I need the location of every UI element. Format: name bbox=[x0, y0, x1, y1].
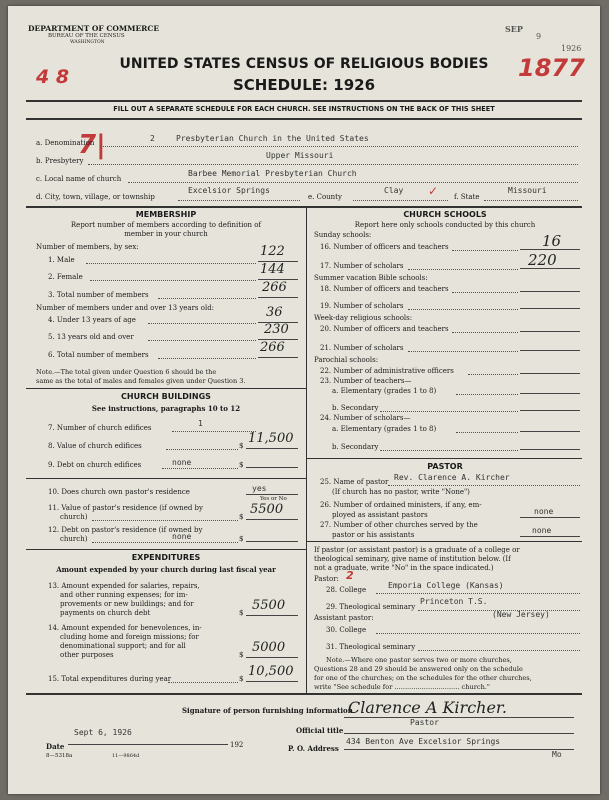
q15-label: 15. Total expenditures during year bbox=[48, 675, 172, 683]
q16-label: 16. Number of officers and teachers bbox=[320, 243, 449, 251]
form-number: 8—5318a bbox=[46, 753, 73, 759]
city-label: d. City, town, village, or township bbox=[36, 193, 155, 201]
bureau-name: BUREAU OF THE CENSUS bbox=[48, 33, 125, 39]
q11-dollar: $ bbox=[239, 513, 244, 521]
pastor-note-2: Questions 28 and 29 should be answered only on the schedule bbox=[314, 665, 523, 673]
q21-label: 21. Number of scholars bbox=[320, 344, 404, 352]
q20-label: 20. Number of officers and teachers bbox=[320, 325, 449, 333]
age-breakdown-label: Number of members under and over 13 years old: bbox=[36, 304, 215, 312]
local-name-value: Barbee Memorial Presbyterian Church bbox=[188, 169, 357, 178]
census-schedule-sheet bbox=[8, 6, 600, 794]
q5-13-over-value: 230 bbox=[264, 322, 289, 337]
q16-value: 16 bbox=[542, 232, 562, 250]
q19-label: 19. Number of scholars bbox=[320, 302, 404, 310]
signature-label: Signature of person furnishing information bbox=[182, 706, 353, 715]
q1-male-label: 1. Male bbox=[48, 256, 75, 264]
instruction-line: FILL OUT A SEPARATE SCHEDULE FOR EACH CHURCH. SEE INSTRUCTIONS ON THE BACK OF THIS SHEET bbox=[113, 105, 495, 113]
official-title-label: Official title bbox=[296, 726, 344, 735]
q6-total-label: 6. Total number of members bbox=[48, 351, 149, 359]
q27-value: none bbox=[532, 526, 552, 535]
q14-line-4: other purposes bbox=[60, 651, 114, 659]
q2-female-value: 144 bbox=[260, 262, 285, 277]
q1-male-value: 122 bbox=[260, 244, 285, 259]
q11-label-1: 11. Value of pastor's residence (if owned by bbox=[48, 504, 203, 512]
denomination-value: Presbyterian Church in the United States bbox=[176, 134, 369, 143]
grad-note-3: not a graduate, write "No" in the space indicated.) bbox=[314, 564, 494, 572]
q13-line-3: provements or new buildings; and for bbox=[60, 600, 194, 608]
q15-dollar: $ bbox=[239, 675, 244, 683]
q3-total-value: 266 bbox=[262, 280, 287, 295]
q29-label: 29. Theological seminary bbox=[326, 603, 416, 611]
q24-label: 24. Number of scholars— bbox=[320, 414, 411, 422]
stamp-day: 9 bbox=[536, 32, 542, 41]
q15-value: 10,500 bbox=[248, 664, 294, 679]
q27-label-1: 27. Number of other churches served by the bbox=[320, 521, 478, 529]
q14-line-2: cluding home and foreign missions; for bbox=[60, 633, 199, 641]
date-year-prefix: 192 bbox=[230, 741, 244, 749]
signature-value: Clarence A Kircher. bbox=[348, 698, 507, 717]
q12-label-1: 12. Debt on pastor's residence (if owned by bbox=[48, 526, 203, 534]
denomination-number: 2 bbox=[150, 134, 155, 143]
q17-value: 220 bbox=[528, 251, 557, 269]
summer-schools-label: Summer vacation Bible schools: bbox=[314, 274, 428, 282]
q11-value: 5500 bbox=[250, 502, 284, 517]
pastor-sub-label: Pastor: bbox=[314, 575, 339, 583]
grad-note-2: theological seminary, give name of institution below. (If bbox=[314, 555, 511, 563]
grad-note-1: If pastor (or assistant pastor) is a graduate of a college or bbox=[314, 546, 520, 554]
q9-dollar: $ bbox=[239, 461, 244, 469]
q14-value: 5000 bbox=[252, 640, 286, 655]
buildings-sub: See instructions, paragraphs 10 to 12 bbox=[91, 404, 241, 413]
q25-label: 25. Name of pastor bbox=[320, 478, 389, 486]
schools-title: CHURCH SCHOOLS bbox=[403, 210, 487, 219]
q25-hint: (If church has no pastor, write "None") bbox=[332, 488, 470, 496]
q12-value: none bbox=[172, 532, 192, 541]
membership-note-1: Note.—The total given under Question 6 should be the bbox=[36, 368, 217, 376]
denomination-label: a. Denomination bbox=[36, 139, 95, 147]
q30-label: 30. College bbox=[326, 626, 367, 634]
buildings-title: CHURCH BUILDINGS bbox=[121, 392, 211, 401]
q5-13-over-label: 5. 13 years old and over bbox=[48, 333, 134, 341]
schools-sub: Report here only schools conducted by this church bbox=[354, 221, 536, 229]
q13-line-4: payments on church debt bbox=[60, 609, 151, 617]
q18-label: 18. Number of officers and teachers bbox=[320, 285, 449, 293]
county-label: e. County bbox=[308, 193, 342, 201]
date-value: Sept 6, 1926 bbox=[74, 728, 132, 737]
pastor-title: PASTOR bbox=[427, 462, 463, 471]
q10-residence-value: yes bbox=[252, 484, 267, 493]
red-annotation-left: 4 8 bbox=[36, 66, 70, 88]
dept-name: DEPARTMENT OF COMMERCE bbox=[28, 24, 160, 33]
presbytery-label: b. Presbytery bbox=[36, 157, 84, 165]
red-county-check-icon: ✓ bbox=[428, 184, 439, 198]
q2-female-label: 2. Female bbox=[48, 273, 83, 281]
q4-under-13-label: 4. Under 13 years of age bbox=[48, 316, 136, 324]
membership-note-2: same as the total of males and females given under Question 3. bbox=[36, 377, 246, 385]
q23a-label: a. Elementary (grades 1 to 8) bbox=[332, 387, 437, 395]
date-label: Date bbox=[46, 742, 65, 751]
red-pastor-mark: 2 bbox=[346, 569, 354, 582]
column-divider bbox=[306, 207, 307, 693]
po-address-state: Mo bbox=[552, 750, 562, 759]
q14-line-1: 14. Amount expended for benevolences, in- bbox=[48, 624, 202, 632]
po-address-label: P. O. Address bbox=[288, 744, 339, 753]
red-annotation-right: 1877 bbox=[518, 54, 585, 82]
q26-label-1: 26. Number of ordained ministers, if any, em- bbox=[320, 501, 482, 509]
schedule-title: SCHEDULE: 1926 bbox=[232, 76, 376, 94]
county-value: Clay bbox=[384, 186, 404, 195]
header-rule-top bbox=[26, 100, 582, 102]
bureau-city: WASHINGTON bbox=[70, 40, 105, 45]
sunday-schools-label: Sunday schools: bbox=[314, 231, 372, 239]
q28-value: Emporia College (Kansas) bbox=[388, 581, 504, 590]
q12-label-2: church) bbox=[60, 535, 88, 543]
q10-residence-label: 10. Does church own pastor's residence bbox=[48, 488, 190, 496]
form-title: UNITED STATES CENSUS OF RELIGIOUS BODIES bbox=[119, 56, 489, 72]
q26-label-2: ployed as assistant pastors bbox=[332, 511, 428, 519]
q4-under-13-value: 36 bbox=[266, 305, 283, 320]
q28-label: 28. College bbox=[326, 586, 367, 594]
q8-dollar: $ bbox=[239, 442, 244, 450]
yes-no-hint: Yes or No bbox=[260, 496, 287, 502]
q14-line-3: denominational support; and for all bbox=[60, 642, 186, 650]
city-value: Excelsior Springs bbox=[188, 186, 270, 195]
header-rule-bottom bbox=[26, 118, 582, 120]
q29-value: Princeton T.S. bbox=[420, 597, 488, 606]
red-denomination-mark: 7| bbox=[78, 130, 106, 160]
q29-value-state: (New Jersey) bbox=[492, 610, 550, 619]
membership-intro-1: Report number of members according to definition of bbox=[70, 221, 262, 229]
q13-line-2: and other running expenses; for im- bbox=[60, 591, 188, 599]
q11-label-2: church) bbox=[60, 513, 88, 521]
stamp-month: SEP bbox=[505, 24, 523, 34]
q14-dollar: $ bbox=[239, 651, 244, 659]
official-title-value: Pastor bbox=[410, 718, 439, 727]
members-by-sex-label: Number of members, by sex: bbox=[36, 243, 139, 251]
q13-value: 5500 bbox=[252, 598, 286, 613]
local-name-label: c. Local name of church bbox=[36, 175, 122, 183]
q23-label: 23. Number of teachers— bbox=[320, 377, 412, 385]
stamp-year: 1926 bbox=[561, 44, 582, 53]
q25-value: Rev. Clarence A. Kircher bbox=[394, 473, 510, 482]
q12-dollar: $ bbox=[239, 535, 244, 543]
q8-value: 11,500 bbox=[248, 431, 294, 446]
q23b-label: b. Secondary bbox=[332, 404, 379, 412]
weekday-schools-label: Week-day religious schools: bbox=[314, 314, 413, 322]
q9-debt-value: none bbox=[172, 458, 192, 467]
q24b-label: b. Secondary bbox=[332, 443, 379, 451]
q8-value-label: 8. Value of church edifices bbox=[48, 442, 142, 450]
membership-title: MEMBERSHIP bbox=[135, 210, 197, 219]
pastor-note-1: Note.—Where one pastor serves two or more churches, bbox=[326, 656, 512, 664]
parochial-schools-label: Parochial schools: bbox=[314, 356, 379, 364]
membership-intro-2: member in your church bbox=[124, 230, 208, 238]
q6-total-value: 266 bbox=[260, 340, 285, 355]
po-address-value: 434 Benton Ave Excelsior Springs bbox=[346, 737, 501, 746]
assistant-pastor-label: Assistant pastor: bbox=[314, 614, 374, 622]
q31-label: 31. Theological seminary bbox=[326, 643, 416, 651]
q24a-label: a. Elementary (grades 1 to 8) bbox=[332, 425, 437, 433]
q13-line-1: 13. Amount expended for salaries, repairs, bbox=[48, 582, 200, 590]
print-code: 11—9864d bbox=[112, 753, 140, 759]
q13-dollar: $ bbox=[239, 609, 244, 617]
q27-label-2: pastor or his assistants bbox=[332, 531, 415, 539]
q17-label: 17. Number of scholars bbox=[320, 262, 404, 270]
q3-total-label: 3. Total number of members bbox=[48, 291, 149, 299]
q26-value: none bbox=[534, 507, 554, 516]
state-label: f. State bbox=[454, 193, 480, 201]
q9-debt-label: 9. Debt on church edifices bbox=[48, 461, 142, 469]
expenditures-title: EXPENDITURES bbox=[131, 553, 201, 562]
presbytery-value: Upper Missouri bbox=[266, 151, 334, 160]
q22-label: 22. Number of administrative officers bbox=[320, 367, 454, 375]
pastor-note-4: write "See schedule for ............................... church." bbox=[314, 683, 490, 691]
pastor-note-3: for one of the churches; on the schedules for the other churches, bbox=[314, 674, 532, 682]
q7-edifices-value: 1 bbox=[198, 419, 203, 428]
state-value: Missouri bbox=[508, 186, 547, 195]
q7-edifices-label: 7. Number of church edifices bbox=[48, 424, 152, 432]
expenditures-sub: Amount expended by your church during last fiscal year bbox=[56, 565, 276, 574]
